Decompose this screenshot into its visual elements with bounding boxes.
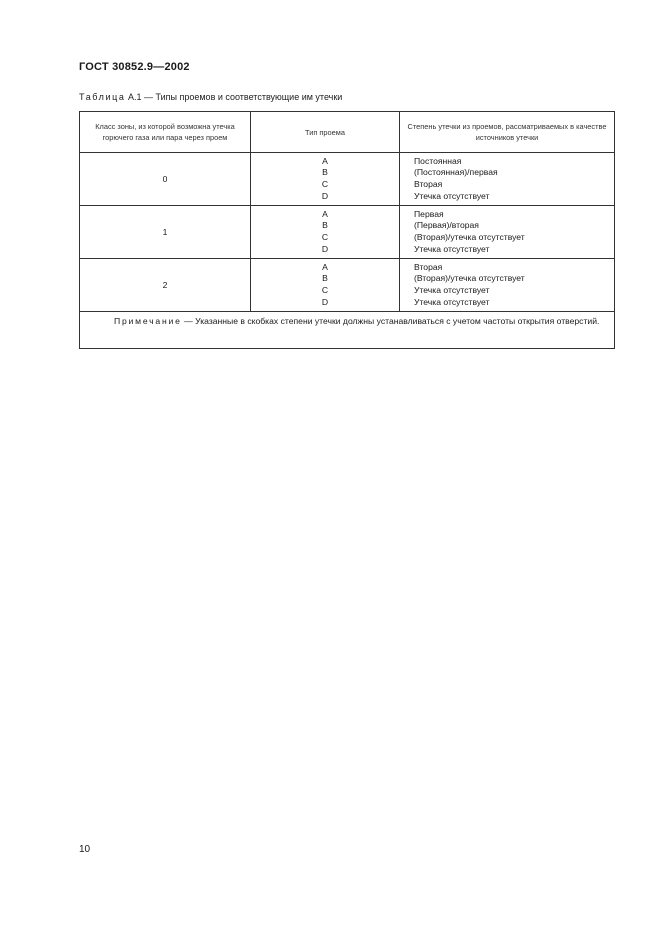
- opening-type: C: [321, 179, 329, 189]
- leak-degrees-cell: [400, 206, 615, 259]
- opening-type: B: [322, 167, 328, 178]
- column-header-zone-class: Класс зоны, из которой возможна утечка горючего газа или пара через проем: [80, 112, 251, 153]
- opening-type: D: [321, 296, 329, 307]
- table-row: [80, 259, 615, 312]
- opening-types-cell: [251, 206, 400, 259]
- opening-type: C: [321, 285, 329, 295]
- leak-degree: Первая: [414, 208, 444, 219]
- table-caption-prefix: Таблица: [79, 92, 126, 102]
- leak-degree: Утечка отсутствует: [414, 190, 490, 201]
- table-row: [80, 206, 615, 259]
- leak-degree: (Вторая)/утечка отсутствует: [414, 232, 525, 242]
- note-prefix: Примечание: [114, 316, 182, 326]
- opening-types-cell: [251, 153, 400, 206]
- opening-types-cell: [251, 259, 400, 312]
- leak-degree: Постоянная: [414, 155, 462, 166]
- leak-degree: Вторая: [414, 261, 443, 272]
- table-note-row: [80, 312, 615, 349]
- leak-degree: Утечка отсутствует: [414, 296, 490, 307]
- leak-types-table: [79, 111, 615, 349]
- opening-type: C: [321, 232, 329, 242]
- zone-class-cell: 2: [80, 259, 251, 312]
- opening-type: D: [321, 190, 329, 201]
- document-header: ГОСТ 30852.9—2002: [79, 61, 190, 73]
- leak-degree: (Вторая)/утечка отсутствует: [414, 273, 525, 284]
- table-note: [80, 312, 615, 349]
- column-header-leak-degree: Степень утечки из проемов, рассматриваемых в качестве источников утечки: [400, 112, 615, 153]
- column-header-opening-type: Тип проема: [251, 112, 400, 153]
- leak-degree: Вторая: [414, 179, 443, 189]
- zone-class-cell: 0: [80, 153, 251, 206]
- opening-type: A: [322, 261, 328, 272]
- note-text: — Указанные в скобках степени утечки должны устанавливаться с учетом частоты открытия отверстий.: [181, 316, 600, 326]
- leak-degree: Утечка отсутствует: [414, 243, 490, 254]
- table-caption-text: А.1 — Типы проемов и соответствующие им утечки: [125, 92, 343, 102]
- opening-type: D: [321, 243, 329, 254]
- leak-degrees-cell: [400, 259, 615, 312]
- page-number: 10: [79, 844, 91, 855]
- leak-degree: (Первая)/вторая: [414, 220, 479, 231]
- opening-type: A: [322, 155, 328, 166]
- table-header-row: [80, 112, 615, 153]
- opening-type: B: [322, 273, 328, 284]
- table-row: [80, 153, 615, 206]
- zone-class-cell: 1: [80, 206, 251, 259]
- leak-degree: Утечка отсутствует: [414, 285, 490, 295]
- leak-degree: (Постоянная)/первая: [414, 167, 498, 178]
- opening-type: A: [322, 208, 328, 219]
- table-caption: [79, 92, 342, 102]
- leak-types-table-wrapper: [79, 111, 614, 349]
- leak-degrees-cell: [400, 153, 615, 206]
- opening-type: B: [322, 220, 328, 231]
